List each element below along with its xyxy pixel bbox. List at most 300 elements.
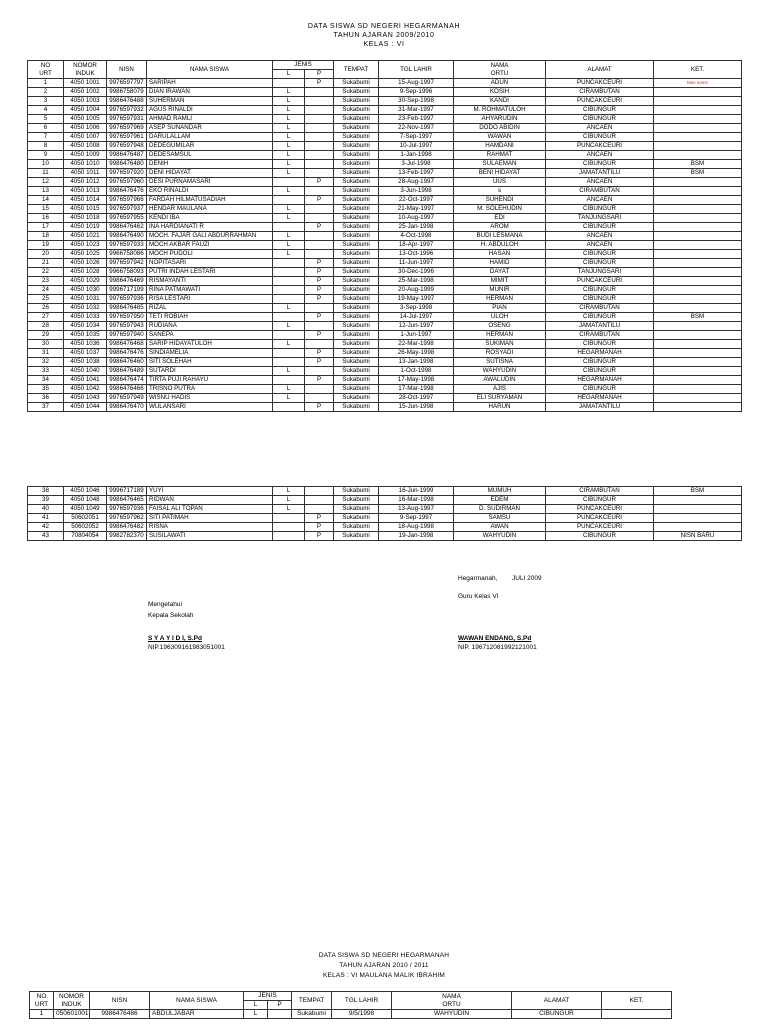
table-row	[28, 268, 742, 277]
cell-tgl-lahir: 9-Sep-1997	[379, 514, 454, 523]
cell-tgl-lahir: 30-Dec-1996	[379, 268, 454, 277]
cell-jenis-l	[273, 79, 305, 88]
cell-ket	[654, 385, 742, 394]
table-row	[28, 205, 742, 214]
cell-nisn: 9976597940	[107, 331, 147, 340]
cell-jenis-p	[305, 142, 334, 151]
cell-nama-siswa: EKO RINALDI	[147, 187, 273, 196]
cell-nama-ortu: ULOH	[454, 313, 546, 322]
cell-no: 28	[28, 322, 64, 331]
cell-jenis-p	[305, 124, 334, 133]
header2-tempat: TEMPAT	[292, 992, 332, 1010]
cell-tempat: Sukabumi	[334, 142, 379, 151]
cell-jenis-l: L	[273, 250, 305, 259]
cell-tgl-lahir: 16-Jun-1999	[379, 487, 454, 496]
cell-nama-siswa: YUYI	[147, 487, 273, 496]
cell-nama-ortu: H. ABDULOH	[454, 241, 546, 250]
cell-nama-siswa: HENDAR MAULANA	[147, 205, 273, 214]
cell-tempat: Sukabumi	[334, 151, 379, 160]
cell-alamat: CIRAMBUTAN	[546, 331, 654, 340]
cell-alamat: TANJUNGSARI	[546, 268, 654, 277]
cell-tempat: Sukabumi	[334, 133, 379, 142]
cell-ket	[654, 349, 742, 358]
cell-ket	[654, 187, 742, 196]
cell-ket	[654, 358, 742, 367]
cell-nama-ortu: AJIS	[454, 385, 546, 394]
cell-nama-siswa: WISNU HADIS	[147, 394, 273, 403]
cell-jenis-l: L	[273, 232, 305, 241]
table-row	[28, 214, 742, 223]
cell-nama-ortu: SULAEMAN	[454, 160, 546, 169]
cell-jenis-p	[305, 187, 334, 196]
table-row	[28, 259, 742, 268]
cell-jenis-p: P	[305, 331, 334, 340]
cell-jenis-l: L	[273, 340, 305, 349]
cell-tempat: Sukabumi	[334, 505, 379, 514]
cell-nisn: 9986476490	[107, 232, 147, 241]
cell-tgl-lahir: 13-Oct-1996	[379, 250, 454, 259]
cell-nomor-induk: 4050 1028	[64, 268, 107, 277]
cell-jenis-l: L	[273, 394, 305, 403]
cell-tempat: Sukabumi	[334, 205, 379, 214]
cell-no: 17	[28, 223, 64, 232]
cell-jenis-l: L	[273, 304, 305, 313]
cell-nomor-induk: 4050 1023	[64, 241, 107, 250]
cell-nama-siswa: DARULALLAM	[147, 133, 273, 142]
cell-tempat: Sukabumi	[334, 241, 379, 250]
cell-jenis-p	[305, 487, 334, 496]
cell-nisn: 9986476486	[90, 1010, 150, 1019]
cell-alamat: CIRAMBUTAN	[546, 304, 654, 313]
cell-alamat: CIBUNGUR	[546, 496, 654, 505]
cell-jenis-p	[305, 169, 334, 178]
cell-alamat: CIBUNGUR	[546, 286, 654, 295]
cell-tgl-lahir: 3-Jun-1998	[379, 187, 454, 196]
cell-nama-siswa: DIAN IRAWAN	[147, 88, 273, 97]
cell-jenis-l	[273, 358, 305, 367]
cell-no: 20	[28, 250, 64, 259]
cell-nama-siswa: PUTRI INDAH LESTARI	[147, 268, 273, 277]
cell-nomor-induk: 4050 1026	[64, 259, 107, 268]
table-row	[28, 403, 742, 412]
cell-jenis-p	[305, 394, 334, 403]
cell-no: 43	[28, 532, 64, 541]
cell-jenis-l: L	[273, 151, 305, 160]
doc2-title-line-2: TAHUN AJARAN 2010 / 2011	[339, 962, 429, 969]
cell-nama-ortu: BENI HIDAYAT	[454, 169, 546, 178]
header-nama-siswa: NAMA SISWA	[147, 61, 273, 79]
cell-nisn: 9986476468	[107, 340, 147, 349]
cell-jenis-l: L	[273, 367, 305, 376]
cell-jenis-l: L	[273, 88, 305, 97]
doc1-title-line-1: DATA SISWA SD NEGERI HEGARMANAH	[307, 23, 461, 30]
student-table-continued	[27, 486, 742, 541]
cell-ket	[654, 133, 742, 142]
cell-nama-siswa: SINDIAMELIA	[147, 349, 273, 358]
cell-ket	[654, 142, 742, 151]
cell-ket: BSM	[654, 160, 742, 169]
cell-nisn: 9976597932	[107, 106, 147, 115]
cell-jenis-p: P	[305, 295, 334, 304]
cell-nisn: 9976597966	[107, 196, 147, 205]
cell-tempat: Sukabumi	[334, 250, 379, 259]
cell-nama-ortu: AHYARUDIN	[454, 115, 546, 124]
cell-tempat: Sukabumi	[334, 115, 379, 124]
cell-no: 35	[28, 385, 64, 394]
cell-no: 3	[28, 97, 64, 106]
cell-no: 14	[28, 196, 64, 205]
table-row	[28, 349, 742, 358]
cell-jenis-l: L	[273, 241, 305, 250]
cell-jenis-p	[305, 241, 334, 250]
table-row	[28, 223, 742, 232]
cell-alamat: PUNCAKCEURI	[546, 142, 654, 151]
cell-ket	[654, 505, 742, 514]
cell-tgl-lahir: 14-Jul-1997	[379, 313, 454, 322]
cell-alamat: PUNCAKCEURI	[546, 277, 654, 286]
cell-nisn: 9986476465	[107, 496, 147, 505]
header2-tgl-lahir: TGL LAHIR	[332, 992, 392, 1010]
cell-nomor-induk: 4050 1001	[64, 79, 107, 88]
cell-nama-siswa: FAISAL ALI TOPAN	[147, 505, 273, 514]
cell-tgl-lahir: 1-Jan-1998	[379, 151, 454, 160]
cell-alamat: CIBUNGUR	[546, 259, 654, 268]
cell-nama-siswa: SITI SOLEHAH	[147, 358, 273, 367]
cell-tgl-lahir: 25-Jan-1998	[379, 223, 454, 232]
cell-tgl-lahir: 13-Jan-1998	[379, 358, 454, 367]
header-tgl-lahir: TGL LAHIR	[379, 61, 454, 79]
cell-nisn: 9976597961	[107, 133, 147, 142]
cell-jenis-p	[305, 367, 334, 376]
cell-nisn: 9976597955	[107, 214, 147, 223]
cell-jenis-p	[268, 1010, 292, 1019]
cell-jenis-p	[305, 340, 334, 349]
header-alamat: ALAMAT	[546, 61, 654, 79]
cell-nisn: 9976597933	[107, 241, 147, 250]
cell-nomor-induk: 4050 1021	[64, 232, 107, 241]
cell-ket	[654, 151, 742, 160]
cell-nama-ortu: AWAN	[454, 523, 546, 532]
cell-alamat: TANJUNGSARI	[546, 214, 654, 223]
cell-no: 6	[28, 124, 64, 133]
table-row	[28, 79, 742, 88]
cell-nisn: 9986476474	[107, 376, 147, 385]
cell-tgl-lahir: 28-Aug-1997	[379, 178, 454, 187]
cell-nomor-induk: 4050 1007	[64, 133, 107, 142]
cell-tgl-lahir: 4-Oct-1998	[379, 232, 454, 241]
table-row	[28, 331, 742, 340]
cell-nama-siswa: SITI PATIMAH	[147, 514, 273, 523]
cell-alamat: JAMATANTILU	[546, 169, 654, 178]
cell-tgl-lahir: 15-Aug-1997	[379, 79, 454, 88]
cell-jenis-p	[305, 496, 334, 505]
cell-ket	[654, 124, 742, 133]
header-jenis: JENIS	[273, 61, 334, 70]
cell-ket	[654, 367, 742, 376]
cell-nama-siswa: RINA PATMAWATI	[147, 286, 273, 295]
header2-nama-ortu: NAMA ORTU	[392, 992, 512, 1010]
cell-tempat: Sukabumi	[334, 106, 379, 115]
table-row	[28, 151, 742, 160]
cell-jenis-p: P	[305, 349, 334, 358]
cell-jenis-p: P	[305, 532, 334, 541]
cell-no: 2	[28, 88, 64, 97]
cell-jenis-p: P	[305, 514, 334, 523]
cell-nama-ortu: MIMIT	[454, 277, 546, 286]
doc2-title-line-1: DATA SISWA SD NEGERI HEGARMANAH	[318, 952, 450, 959]
cell-nisn: 9982782370	[107, 532, 147, 541]
cell-jenis-l	[273, 313, 305, 322]
cell-no: 38	[28, 487, 64, 496]
table-row	[28, 340, 742, 349]
cell-jenis-p	[305, 322, 334, 331]
cell-alamat: CIBUNGUR	[512, 1010, 602, 1019]
cell-nisn: 9986476476	[107, 349, 147, 358]
cell-tempat: Sukabumi	[334, 349, 379, 358]
cell-tempat: Sukabumi	[334, 277, 379, 286]
cell-tgl-lahir: 22-Nov-1997	[379, 124, 454, 133]
cell-no: 42	[28, 523, 64, 532]
cell-tgl-lahir: 30-Sep-1998	[379, 97, 454, 106]
cell-tgl-lahir: 9/5/1998	[332, 1010, 392, 1019]
cell-nomor-induk: 4050 1034	[64, 322, 107, 331]
cell-nomor-induk: 4050 1014	[64, 196, 107, 205]
cell-nama-siswa: NOPITASARI	[147, 259, 273, 268]
cell-no: 18	[28, 232, 64, 241]
cell-jenis-p: P	[305, 313, 334, 322]
cell-nama-siswa: SUHERMAN	[147, 97, 273, 106]
table-row	[28, 322, 742, 331]
cell-ket	[654, 304, 742, 313]
cell-jenis-p	[305, 304, 334, 313]
cell-jenis-p: P	[305, 223, 334, 232]
cell-nisn: 9976597797	[107, 79, 147, 88]
cell-nama-ortu: AWALUDIN	[454, 376, 546, 385]
cell-nama-siswa: RISA LESTARI	[147, 295, 273, 304]
table-row	[28, 367, 742, 376]
cell-nama-siswa: AGUS RINALDI	[147, 106, 273, 115]
cell-jenis-l: L	[273, 142, 305, 151]
cell-jenis-l	[273, 259, 305, 268]
cell-tempat: Sukabumi	[334, 358, 379, 367]
cell-nomor-induk: 4050 1033	[64, 313, 107, 322]
cell-tempat: Sukabumi	[334, 313, 379, 322]
cell-tgl-lahir: 28-Oct-1997	[379, 394, 454, 403]
cell-nomor-induk: 4050 1004	[64, 106, 107, 115]
table-row	[28, 88, 742, 97]
cell-tempat: Sukabumi	[334, 514, 379, 523]
header-nama-ortu: NAMA ORTU	[454, 61, 546, 79]
cell-jenis-l	[273, 286, 305, 295]
cell-jenis-p: P	[305, 259, 334, 268]
cell-nisn: 9976597960	[107, 178, 147, 187]
cell-alamat: ANCAEN	[546, 196, 654, 205]
cell-jenis-p: P	[305, 358, 334, 367]
cell-jenis-l: L	[273, 205, 305, 214]
cell-no: 29	[28, 331, 64, 340]
cell-nama-siswa: SARIPAH	[147, 79, 273, 88]
cell-alamat: JAMATANTILU	[546, 403, 654, 412]
cell-tempat: Sukabumi	[334, 487, 379, 496]
cell-jenis-l: L	[273, 97, 305, 106]
cell-nama-siswa: DENI HIDAYAT	[147, 169, 273, 178]
cell-tempat: Sukabumi	[334, 331, 379, 340]
cell-ket	[654, 250, 742, 259]
table-row	[28, 313, 742, 322]
cell-no: 37	[28, 403, 64, 412]
cell-jenis-p	[305, 160, 334, 169]
cell-tgl-lahir: 26-May-1998	[379, 349, 454, 358]
cell-nomor-induk: 4050 1013	[64, 187, 107, 196]
cell-jenis-l: L	[273, 214, 305, 223]
cell-ket	[654, 286, 742, 295]
cell-alamat: ANCAEN	[546, 232, 654, 241]
cell-jenis-p: P	[305, 277, 334, 286]
cell-nisn: 9986476480	[107, 160, 147, 169]
cell-no: 34	[28, 376, 64, 385]
cell-jenis-p	[305, 232, 334, 241]
cell-nomor-induk: 4050 1029	[64, 277, 107, 286]
cell-ket	[654, 196, 742, 205]
table-row	[28, 304, 742, 313]
cell-nama-ortu: BUDI LESMANA	[454, 232, 546, 241]
cell-tempat: Sukabumi	[334, 523, 379, 532]
cell-nomor-induk: 050601001	[54, 1010, 90, 1019]
table-row	[28, 97, 742, 106]
doc1-title-line-2: TAHUN AJARAN 2009/2010	[333, 32, 435, 39]
cell-nisn: 9996717199	[107, 286, 147, 295]
cell-tgl-lahir: 19-May-1997	[379, 295, 454, 304]
cell-nama-siswa: MOCH AKBAR FAUZI	[147, 241, 273, 250]
cell-alamat: HEGARMANAH	[546, 376, 654, 385]
cell-no: 39	[28, 496, 64, 505]
cell-jenis-p	[305, 214, 334, 223]
header-no: NO URT	[28, 61, 64, 79]
cell-jenis-l: L	[273, 106, 305, 115]
cell-nama-siswa: TETI ROBIAH	[147, 313, 273, 322]
cell-nama-ortu: HERMAN	[454, 295, 546, 304]
cell-alamat: CIBUNGUR	[546, 367, 654, 376]
cell-nomor-induk: 4050 1046	[64, 487, 107, 496]
cell-alamat: CIBUNGUR	[546, 532, 654, 541]
cell-no: 1	[28, 79, 64, 88]
table-row	[28, 505, 742, 514]
cell-nomor-induk: 4050 1008	[64, 142, 107, 151]
header2-nisn: NISN	[90, 992, 150, 1010]
cell-nama-siswa: RISMAYANTI	[147, 277, 273, 286]
cell-jenis-l	[273, 196, 305, 205]
header-p: P	[305, 70, 334, 79]
cell-ket	[654, 340, 742, 349]
cell-tempat: Sukabumi	[334, 286, 379, 295]
cell-nama-ortu: WAWAN	[454, 133, 546, 142]
cell-ket	[654, 88, 742, 97]
cell-ket	[654, 496, 742, 505]
cell-nisn: 9986476488	[107, 97, 147, 106]
sig-teacher-name: WAWAN ENDANG, S.Pd	[458, 635, 532, 642]
cell-nisn: 9976597942	[107, 259, 147, 268]
cell-alamat: CIBUNGUR	[546, 115, 654, 124]
cell-alamat: JAMATANTILU	[546, 322, 654, 331]
cell-jenis-l: L	[273, 385, 305, 394]
cell-nomor-induk: 4050 1049	[64, 505, 107, 514]
cell-tempat: Sukabumi	[334, 79, 379, 88]
cell-nisn: 9976597931	[107, 115, 147, 124]
cell-no: 10	[28, 160, 64, 169]
cell-ket	[654, 214, 742, 223]
cell-tgl-lahir: 23-Feb-1997	[379, 115, 454, 124]
cell-no: 26	[28, 304, 64, 313]
cell-nomor-induk: 4050 1042	[64, 385, 107, 394]
cell-nisn: 9966758086	[107, 250, 147, 259]
cell-nisn: 9986476485	[107, 304, 147, 313]
cell-jenis-l: L	[273, 124, 305, 133]
doc1-title-line-3: KELAS : VI	[363, 41, 405, 48]
header2-ket: KET.	[602, 992, 672, 1010]
cell-jenis-l	[273, 331, 305, 340]
cell-nama-siswa: SUSILAWATI	[147, 532, 273, 541]
table-row	[28, 106, 742, 115]
cell-no: 7	[28, 133, 64, 142]
cell-alamat: CIRAMBUTAN	[546, 88, 654, 97]
cell-nama-ortu: SUKIMAN	[454, 340, 546, 349]
cell-tgl-lahir: 22-Mar-1998	[379, 340, 454, 349]
header2-l: L	[244, 1001, 268, 1010]
cell-no: 16	[28, 214, 64, 223]
cell-nama-siswa: SUTARDI	[147, 367, 273, 376]
cell-nomor-induk: 4050 1012	[64, 178, 107, 187]
student-table	[27, 60, 742, 412]
cell-nomor-induk: 4050 1037	[64, 349, 107, 358]
cell-no: 12	[28, 178, 64, 187]
cell-nisn: 9976597962	[107, 514, 147, 523]
cell-ket: BSM	[654, 487, 742, 496]
header-nisn: NISN	[107, 61, 147, 79]
header2-jenis: JENIS	[244, 992, 292, 1001]
cell-nama-ortu: HAMDANI	[454, 142, 546, 151]
cell-nama-siswa: SARIP HIDAYATULOH	[147, 340, 273, 349]
cell-no: 15	[28, 205, 64, 214]
cell-jenis-l	[273, 514, 305, 523]
cell-nama-siswa: TRISNO PUTRA	[147, 385, 273, 394]
cell-nama-siswa: RIDWAN	[147, 496, 273, 505]
cell-jenis-p: P	[305, 196, 334, 205]
cell-nisn: 9986476489	[107, 367, 147, 376]
cell-nama-ortu: HASAN	[454, 250, 546, 259]
cell-jenis-p	[305, 97, 334, 106]
cell-nomor-induk: 4050 1031	[64, 295, 107, 304]
cell-nomor-induk: 4050 1019	[64, 223, 107, 232]
cell-nama-ortu: SUHENDI	[454, 196, 546, 205]
cell-jenis-p: P	[305, 286, 334, 295]
cell-ket	[654, 277, 742, 286]
cell-tgl-lahir: 9-Sep-1996	[379, 88, 454, 97]
cell-tempat: Sukabumi	[334, 295, 379, 304]
cell-nama-siswa: DESI PURNAMASARI	[147, 178, 273, 187]
cell-jenis-l: L	[244, 1010, 268, 1019]
sig-kepala-sekolah: Kepala Sekolah	[148, 612, 194, 619]
cell-nama-ortu: WAHYUDIN	[454, 367, 546, 376]
cell-ket	[602, 1010, 672, 1019]
cell-nama-siswa: RUDIANA	[147, 322, 273, 331]
cell-nomor-induk: 4050 1040	[64, 367, 107, 376]
cell-nama-ortu: s	[454, 187, 546, 196]
cell-jenis-l	[273, 268, 305, 277]
cell-nomor-induk: 4050 1038	[64, 358, 107, 367]
table-row	[28, 286, 742, 295]
cell-nama-siswa: MOCH. FAJAR GALI ABDURRAHMAN	[147, 232, 273, 241]
table-row	[28, 385, 742, 394]
